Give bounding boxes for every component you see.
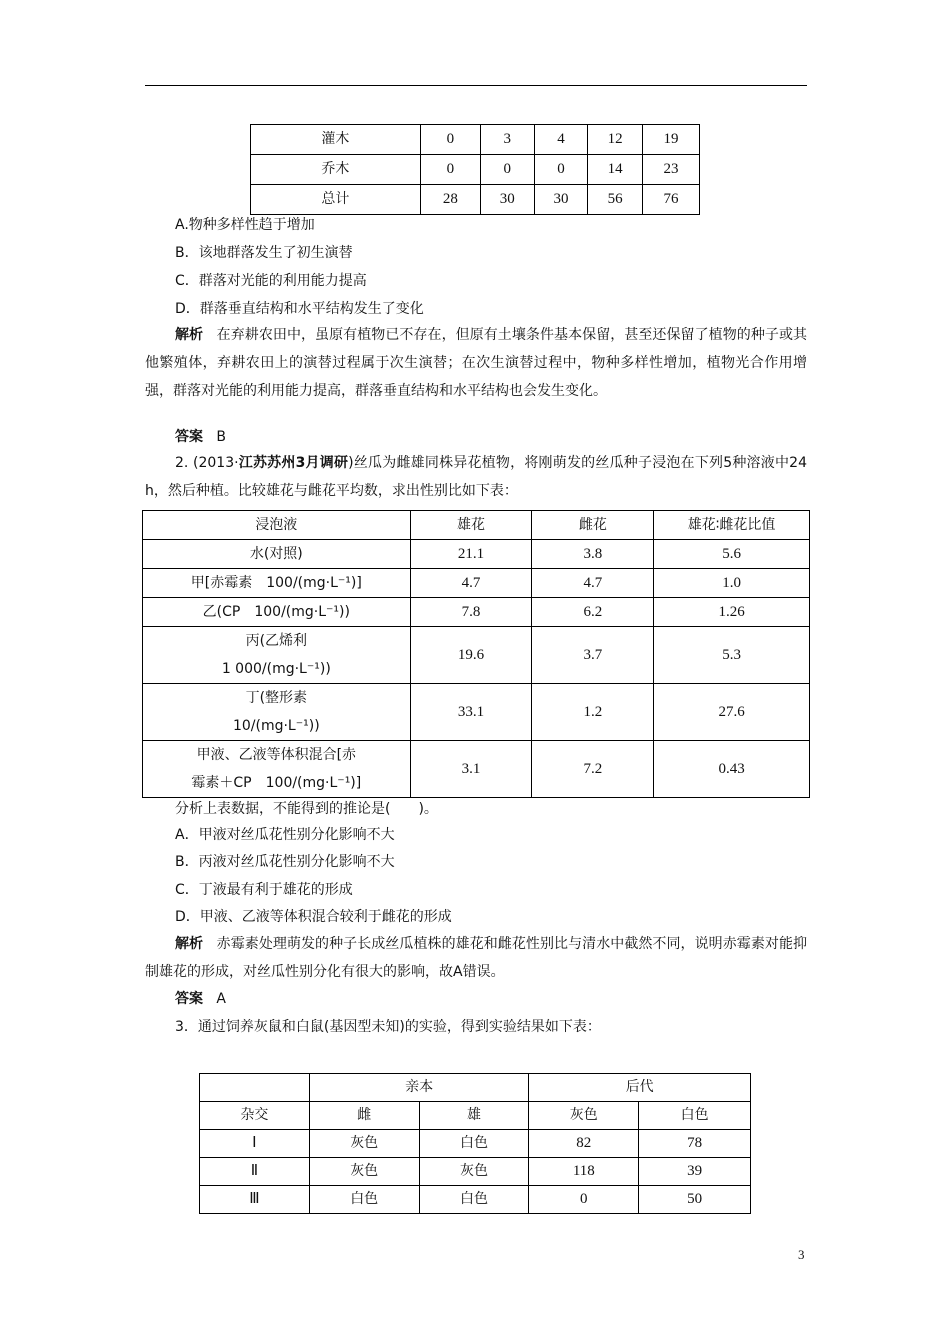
table-cell: 0 (529, 1186, 639, 1214)
table-cell: 50 (639, 1186, 751, 1214)
table-cell: Ⅰ (200, 1130, 310, 1158)
table-cell: 30 (534, 185, 588, 215)
table-cell: 灰色 (419, 1158, 529, 1186)
table-cell: 5.6 (654, 540, 810, 569)
table-group-header-row (200, 1074, 751, 1102)
table-cell: Ⅱ (200, 1158, 310, 1186)
table-cell: 0 (480, 155, 534, 185)
table-header-cell: 杂交 (200, 1102, 310, 1130)
table-cell: 12 (588, 125, 643, 155)
q2-option-b: B．丙液对丝瓜花性别分化影响不大 (175, 854, 395, 870)
table-cell: 3 (480, 125, 534, 155)
table-cell: 3.1 (410, 741, 532, 798)
q1-analysis (145, 321, 807, 405)
q2-answer-label: 答案 (175, 991, 203, 1007)
table-blank-cell (200, 1074, 310, 1102)
table-cell: 3.8 (532, 540, 654, 569)
table-header-cell: 白色 (639, 1102, 751, 1130)
q2-stem-source: 江苏苏州3月调研 (238, 455, 349, 471)
q1-option-a: A.物种多样性趋于增加 (175, 217, 315, 233)
table-cell: 乙(CP 100/(mg·L⁻¹)) (143, 598, 411, 627)
table-cell: 1.0 (654, 569, 810, 598)
q2-option-d: D．甲液、乙液等体积混合较利于雌花的形成 (175, 909, 452, 925)
q1-analysis-text: 在弃耕农田中，虽原有植物已不存在，但原有土壤条件基本保留，甚至还保留了植物的种子或其他繁殖体，弃耕农田上的演替过程属于次生演替；在次生演替过程中，物种多样性增加，植物光合作用增强，群落对光能的利用能力提高，群落垂直结构和水平结构也会发生变化。 (145, 327, 808, 399)
q2-answer-value: A (216, 991, 226, 1007)
table-cell: 4.7 (410, 569, 532, 598)
q2-analysis (145, 930, 807, 986)
table-cell: 14 (588, 155, 643, 185)
table-cell: 30 (480, 185, 534, 215)
table-cell: 27.6 (654, 684, 810, 741)
q2-option-c: C．丁液最有利于雄花的形成 (175, 882, 353, 898)
q3-stem: 3．通过饲养灰鼠和白鼠(基因型未知)的实验，得到实验结果如下表： (175, 1019, 601, 1035)
q2-analysis-text: 赤霉素处理萌发的种子长成丝瓜植株的雄花和雌花性别比与清水中截然不同，说明赤霉素对能抑制雄花的形成，对丝瓜性别分化有很大的影响，故A错误。 (145, 936, 808, 980)
table-cell: 39 (639, 1158, 751, 1186)
table-row (143, 569, 810, 598)
table-cell: 23 (643, 155, 700, 185)
table-cell: 0 (534, 155, 588, 185)
table-cell: 白色 (309, 1186, 419, 1214)
q2-stem-prefix: 2. (2013· (175, 455, 239, 471)
table-cell: 丁(整形素 10/(mg·L⁻¹)) (143, 684, 411, 741)
q2-stem-rest: )丝瓜为雌雄同株异花植物，将刚萌发的丝瓜种子浸泡在下列5种溶液中24 h，然后种植。比较雄花与雌花平均数，求出性别比如下表： (145, 455, 807, 499)
table-cell: Ⅲ (200, 1186, 310, 1214)
table-cell: 28 (420, 185, 480, 215)
q2-question: 分析上表数据，不能得到的推论是( )。 (175, 801, 438, 817)
table-cell: 7.8 (410, 598, 532, 627)
table-group-header-cell: 亲本 (309, 1074, 529, 1102)
table-cell: 白色 (419, 1130, 529, 1158)
q1-option-b: B．该地群落发生了初生演替 (175, 245, 353, 261)
table-header-row (200, 1102, 751, 1130)
q1-option-c: C．群落对光能的利用能力提高 (175, 273, 367, 289)
table-cell: 0.43 (654, 741, 810, 798)
table-cell: 19.6 (410, 627, 532, 684)
table-header-cell: 灰色 (529, 1102, 639, 1130)
table-header-row (143, 511, 810, 540)
table-cell: 丙(乙烯利 1 000/(mg·L⁻¹)) (143, 627, 411, 684)
table-row (200, 1186, 751, 1214)
table-cell: 甲液、乙液等体积混合[赤 霉素＋CP 100/(mg·L⁻¹)] (143, 741, 411, 798)
table-cell: 5.3 (654, 627, 810, 684)
table-cell: 白色 (419, 1186, 529, 1214)
mouse-cross-table (199, 1073, 751, 1214)
header-rule (145, 85, 807, 86)
q1-answer (175, 427, 226, 447)
table-row (251, 185, 700, 215)
table-cell: 1.2 (532, 684, 654, 741)
table-row (251, 155, 700, 185)
table-row (200, 1158, 751, 1186)
q1-answer-label: 答案 (175, 429, 203, 445)
table-cell: 乔木 (251, 155, 421, 185)
table-row (143, 741, 810, 798)
page-number: 3 (798, 1247, 805, 1262)
table-cell: 21.1 (410, 540, 532, 569)
table-header-cell: 雌 (309, 1102, 419, 1130)
table-group-header-cell: 后代 (529, 1074, 751, 1102)
table-cell: 19 (643, 125, 700, 155)
table-cell: 灌木 (251, 125, 421, 155)
table-cell: 4 (534, 125, 588, 155)
table-header-cell: 雄花∶雌花比值 (654, 511, 810, 540)
table-header-cell: 浸泡液 (143, 511, 411, 540)
q2-stem (145, 449, 807, 505)
table-cell: 3.7 (532, 627, 654, 684)
table-cell: 灰色 (309, 1158, 419, 1186)
table-cell: 水(对照) (143, 540, 411, 569)
table-cell: 78 (639, 1130, 751, 1158)
q1-option-d: D．群落垂直结构和水平结构发生了变化 (175, 301, 424, 317)
table-row (200, 1130, 751, 1158)
table-cell: 甲[赤霉素 100/(mg·L⁻¹)] (143, 569, 411, 598)
table-header-cell: 雄 (419, 1102, 529, 1130)
table-cell: 0 (420, 155, 480, 185)
table-cell: 56 (588, 185, 643, 215)
table-row (143, 684, 810, 741)
table-cell: 118 (529, 1158, 639, 1186)
table-cell: 82 (529, 1130, 639, 1158)
table-cell: 灰色 (309, 1130, 419, 1158)
table-cell: 总计 (251, 185, 421, 215)
table-row (143, 598, 810, 627)
q2-option-a: A．甲液对丝瓜花性别分化影响不大 (175, 827, 395, 843)
table-cell: 7.2 (532, 741, 654, 798)
table-row (143, 627, 810, 684)
q1-analysis-label: 解析 (175, 327, 204, 343)
table-cell: 6.2 (532, 598, 654, 627)
table-cell: 76 (643, 185, 700, 215)
table-row (251, 125, 700, 155)
q2-analysis-label: 解析 (175, 936, 204, 952)
table-cell: 1.26 (654, 598, 810, 627)
q1-answer-value: B (216, 429, 226, 445)
table-cell: 0 (420, 125, 480, 155)
q2-answer (175, 989, 226, 1009)
sex-ratio-table (142, 510, 810, 798)
table-cell: 33.1 (410, 684, 532, 741)
table-header-cell: 雄花 (410, 511, 532, 540)
table-cell: 4.7 (532, 569, 654, 598)
succession-table (250, 124, 700, 215)
table-row (143, 540, 810, 569)
table-header-cell: 雌花 (532, 511, 654, 540)
